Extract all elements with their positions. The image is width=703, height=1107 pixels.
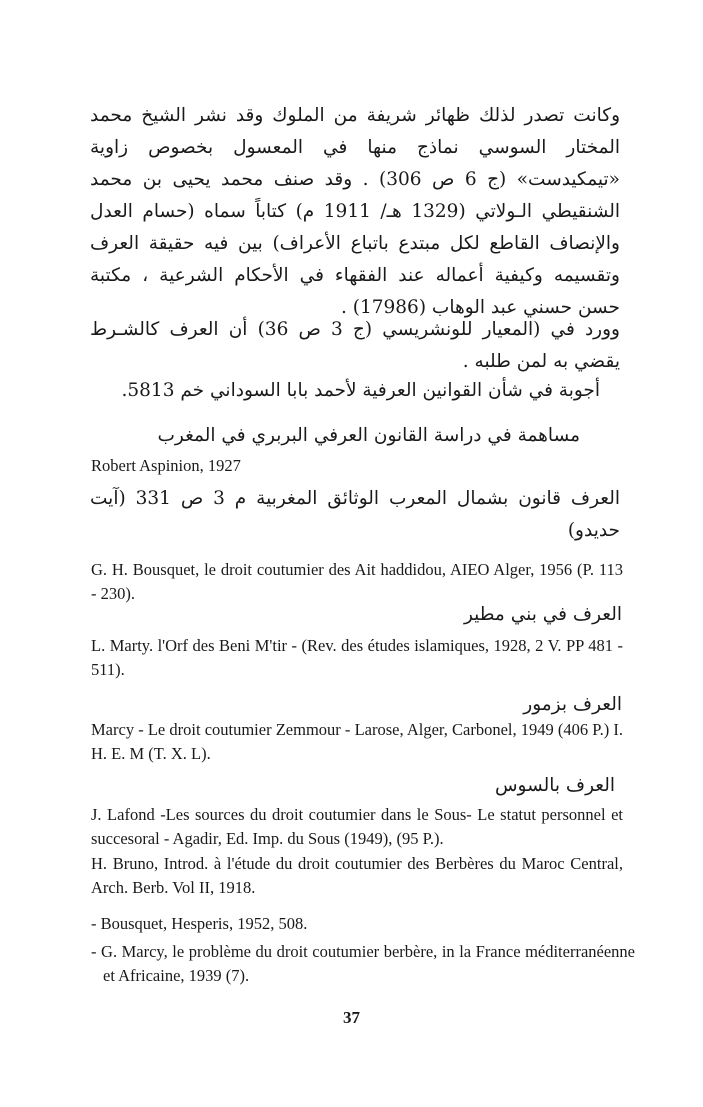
reference-bruno: H. Bruno, Introd. à l'étude du droit coutumier des Berbères du Maroc Central, Arch. Berb. Vol II, 1918. [91, 854, 623, 897]
arabic-heading-zemmour: العرف بزمور [523, 694, 622, 715]
reference-bousquet-hesperis: - Bousquet, Hesperis, 1952, 508. [91, 914, 308, 933]
reference-aspinion: Robert Aspinion, 1927 [91, 456, 241, 475]
arabic-heading-sous: العرف بالسوس [494, 775, 615, 796]
reference-bousquet-haddidou: G. H. Bousquet, le droit coutumier des Ait haddidou, AIEO Alger, 1956 (P. 113 - 230). [91, 560, 623, 603]
arabic-heading-berber-law: مساهمة في دراسة القانون العرفي البربري في المغرب [157, 425, 580, 446]
arabic-reference-ahmad-baba: أجوبة في شأن القوانين العرفية لأحمد بابا السوداني خم 5813. [121, 380, 600, 401]
arabic-heading-beni-mtir: العرف في بني مطير [463, 604, 622, 625]
reference-lafond: J. Lafond -Les sources du droit coutumier dans le Sous- Le statut personnel et succesoral - Agadir, Ed. Imp. du Sous (1949), (95 P.). [91, 805, 623, 848]
reference-marcy-zemmour: Marcy - Le droit coutumier Zemmour - Larose, Alger, Carbonel, 1949 (406 P.) I. H. E. M (T. X. L). [91, 720, 623, 763]
arabic-reference-ait-haddidou: العرف قانون بشمال المعرب الوثائق المغربية م 3 ص 331 (آيت حديدو) [90, 488, 620, 541]
reference-marcy-france: - G. Marcy, le problème du droit coutumier berbère, in la France méditerranéenne et Africaine, 1939 (7). [91, 942, 635, 985]
arabic-paragraph-miyar: وورد في (المعيار للونشريسي (ج 3 ص 36) أن العرف كالشـرط يقضي به لمن طلبه . [90, 319, 620, 372]
reference-marty: L. Marty. l'Orf des Beni M'tir - (Rev. des études islamiques, 1928, 2 V. PP 481 - 511). [91, 636, 623, 679]
page-number: 37 [343, 1008, 360, 1027]
arabic-paragraph-intro: وكانت تصدر لذلك ظهائر شريفة من الملوك وقد نشر الشيخ محمد المختار السوسي نماذج منها في المعسول بخصوص زاوية «تيمكيدست» (ج 6 ص 306) . وقد صنف محمد يحيى بن محمد الشنقيطي الـولاتي (1329 هـ/ 1911 م) كتاباً سماه (حسام العدل والإنصاف القاطع لكل مبتدع باتباع الأعراف) بين فيه حقيقة العرف وتقسيمه وكيفية أعماله عند الفقهاء في الأحكام الشرعية ، مكتبة حسن حسني عبد الوهاب (17986) . [90, 105, 621, 318]
